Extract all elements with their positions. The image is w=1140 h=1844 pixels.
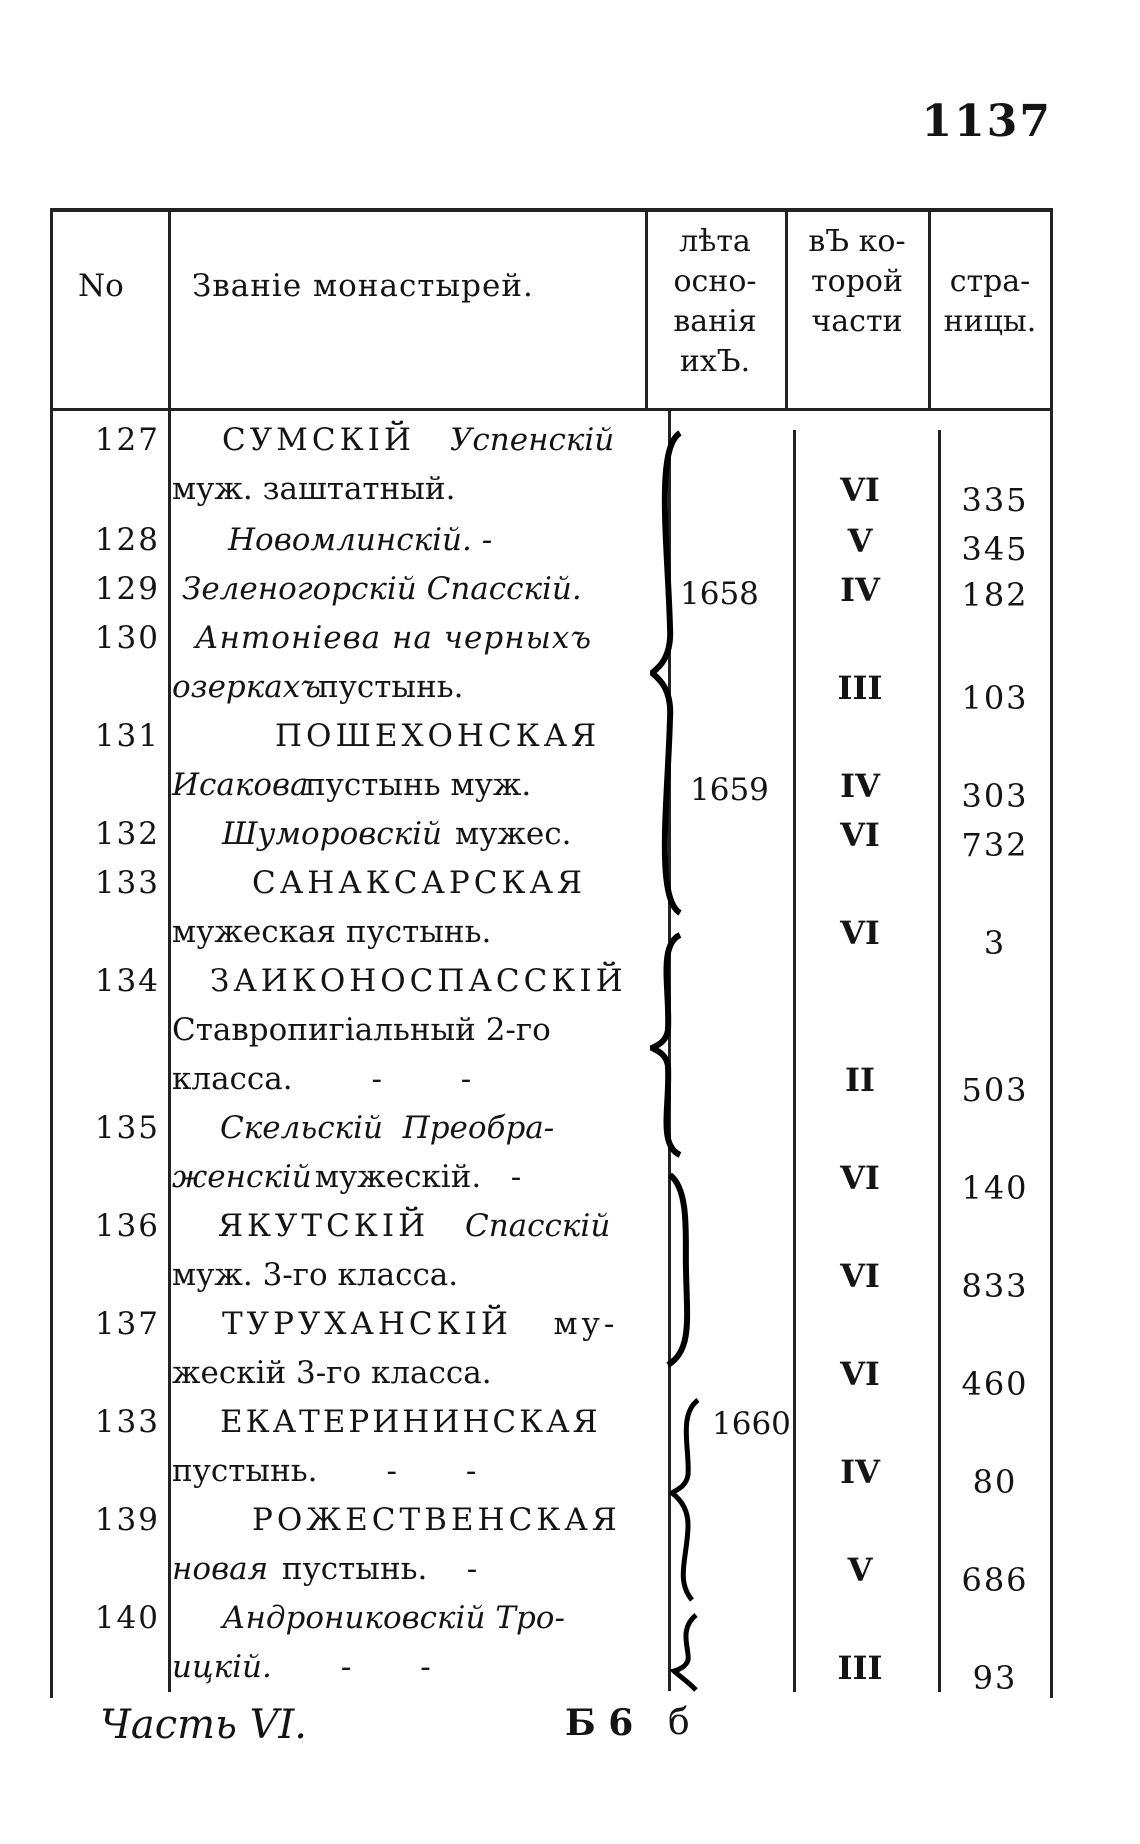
footer-signature: Б 6: [565, 1702, 634, 1744]
header-name: Званіе монастырей.: [192, 268, 534, 304]
monastery-name: новая: [172, 1551, 269, 1587]
volume-part: VI: [840, 471, 880, 509]
brace-1659b: [660, 1170, 700, 1370]
page-ref: 335: [961, 481, 1029, 519]
volume-part: II: [845, 1061, 875, 1099]
monastery-name: Шуморовскій: [222, 816, 443, 852]
monastery-name: Антоніева на черныхъ: [195, 620, 593, 656]
row-number: 130: [94, 620, 160, 656]
page-number: 1137: [921, 96, 1052, 147]
monastery-name: Исакова: [172, 767, 309, 803]
header-part: [788, 222, 926, 342]
foundation-year: 1660: [712, 1406, 791, 1442]
foundation-year: 1658: [680, 576, 759, 612]
page-ref: 3: [983, 924, 1007, 962]
footer-catchword: б: [668, 1702, 690, 1743]
footer-part-label: Часть VI.: [100, 1702, 307, 1748]
monastery-name: САНАКСАРСКАЯ: [252, 865, 586, 901]
monastery-name: пустынь муж.: [305, 767, 532, 803]
volume-part: IV: [840, 571, 880, 609]
row-number: 134: [94, 963, 160, 999]
header-page-line: ницы.: [943, 304, 1037, 339]
monastery-name: Спасскій: [465, 1208, 611, 1244]
page-ref: 140: [961, 1169, 1029, 1207]
column-divider: [645, 212, 648, 408]
row-number: 131: [94, 718, 160, 754]
monastery-name: мужескій. -: [305, 1159, 522, 1195]
monastery-name: Андрониковскій Тро-: [222, 1600, 565, 1636]
volume-part: V: [847, 522, 873, 560]
monastery-name: ЕКАТЕРИНИНСКАЯ: [220, 1404, 601, 1440]
row-number: 137: [94, 1306, 160, 1342]
row-number: 139: [94, 1502, 160, 1538]
monastery-name: СУМСКІЙ: [222, 422, 415, 458]
monastery-name: мужеская пустынь.: [172, 914, 492, 950]
page-ref: 182: [961, 576, 1029, 614]
monastery-name: пустынь. - -: [172, 1453, 477, 1489]
monastery-name: муж. заштатный.: [172, 471, 456, 507]
row-number: 129: [94, 571, 160, 607]
foundation-year: 1659: [690, 772, 769, 808]
page-ref: 686: [961, 1561, 1029, 1599]
monastery-name: Скельскій Преобра-: [220, 1110, 555, 1146]
monastery-name: пустынь. -: [272, 1551, 478, 1587]
column-divider: [168, 212, 171, 1692]
table-right-border: [1050, 208, 1053, 1698]
row-number: 132: [94, 816, 160, 852]
row-number: 128: [94, 522, 160, 558]
header-part-line: вЪ ко-: [808, 224, 906, 259]
table-top-rule: [50, 208, 1050, 212]
volume-part: VI: [840, 1355, 880, 1393]
header-page: [930, 262, 1050, 342]
volume-part: III: [837, 1649, 883, 1687]
page-ref: 303: [961, 777, 1029, 815]
monastery-name: Ставропигіальный 2-го: [172, 1012, 551, 1048]
monastery-name: ЗАИКОНОСПАССКІЙ: [210, 963, 627, 999]
monastery-name: женскій: [172, 1159, 312, 1195]
monastery-name: Успенскій: [450, 422, 615, 458]
brace-1658: [650, 428, 690, 918]
volume-part: IV: [840, 1453, 880, 1491]
monastery-name: мужес.: [455, 816, 572, 852]
page-ref: 80: [972, 1463, 1018, 1501]
header-year-line: лѣта: [679, 224, 751, 259]
page-ref: 345: [961, 530, 1029, 568]
monastery-name: муж. 3-го класса.: [172, 1257, 459, 1293]
row-number: 135: [94, 1110, 160, 1146]
header-year-line: ихЪ.: [679, 344, 751, 379]
volume-part: VI: [840, 1159, 880, 1197]
monastery-name: жескій 3-го класса.: [172, 1355, 492, 1391]
monastery-name: РОЖЕСТВЕНСКАЯ: [252, 1502, 621, 1538]
monastery-name: ицкій. - -: [172, 1649, 431, 1685]
volume-part: IV: [840, 767, 880, 805]
page-ref: 503: [961, 1071, 1029, 1109]
row-number: 133: [94, 865, 160, 901]
volume-part: VI: [840, 914, 880, 952]
page-ref: 833: [961, 1267, 1029, 1305]
volume-part: V: [847, 1551, 873, 1589]
header-page-line: стра-: [949, 264, 1031, 299]
monastery-name: Зеленогорскій Спасскій.: [182, 571, 582, 607]
row-number: 127: [94, 422, 160, 458]
header-part-line: части: [811, 304, 903, 339]
page-ref: 103: [961, 679, 1029, 717]
page-ref: 732: [961, 826, 1029, 864]
row-number: 140: [94, 1600, 160, 1636]
page-ref: 460: [961, 1365, 1029, 1403]
page-ref: 93: [972, 1659, 1018, 1697]
row-number: 136: [94, 1208, 160, 1244]
monastery-name: ТУРУХАНСКІЙ му-: [222, 1306, 619, 1342]
monastery-name: класса. - -: [172, 1061, 472, 1097]
table-left-border: [50, 208, 53, 1698]
header-year-line: ванія: [673, 304, 757, 339]
header-bottom-rule: [50, 408, 1050, 411]
monastery-name: озеркахъ: [172, 669, 321, 705]
volume-part: VI: [840, 1257, 880, 1295]
volume-part: III: [837, 669, 883, 707]
header-year-line: осно-: [673, 264, 757, 299]
monastery-name: ПОШЕХОНСКАЯ: [275, 718, 601, 754]
brace-1659: [650, 930, 690, 1160]
header-part-line: торой: [811, 264, 903, 299]
monastery-name: ЯКУТСКІЙ: [218, 1208, 430, 1244]
header-number: No: [78, 268, 124, 304]
row-number: 133: [94, 1404, 160, 1440]
brace-1660: [670, 1395, 710, 1695]
column-divider: [938, 430, 941, 1692]
header-year: [650, 222, 780, 382]
monastery-name: Новомлинскій. -: [228, 522, 493, 558]
monastery-name: пустынь.: [318, 669, 464, 705]
volume-part: VI: [840, 816, 880, 854]
